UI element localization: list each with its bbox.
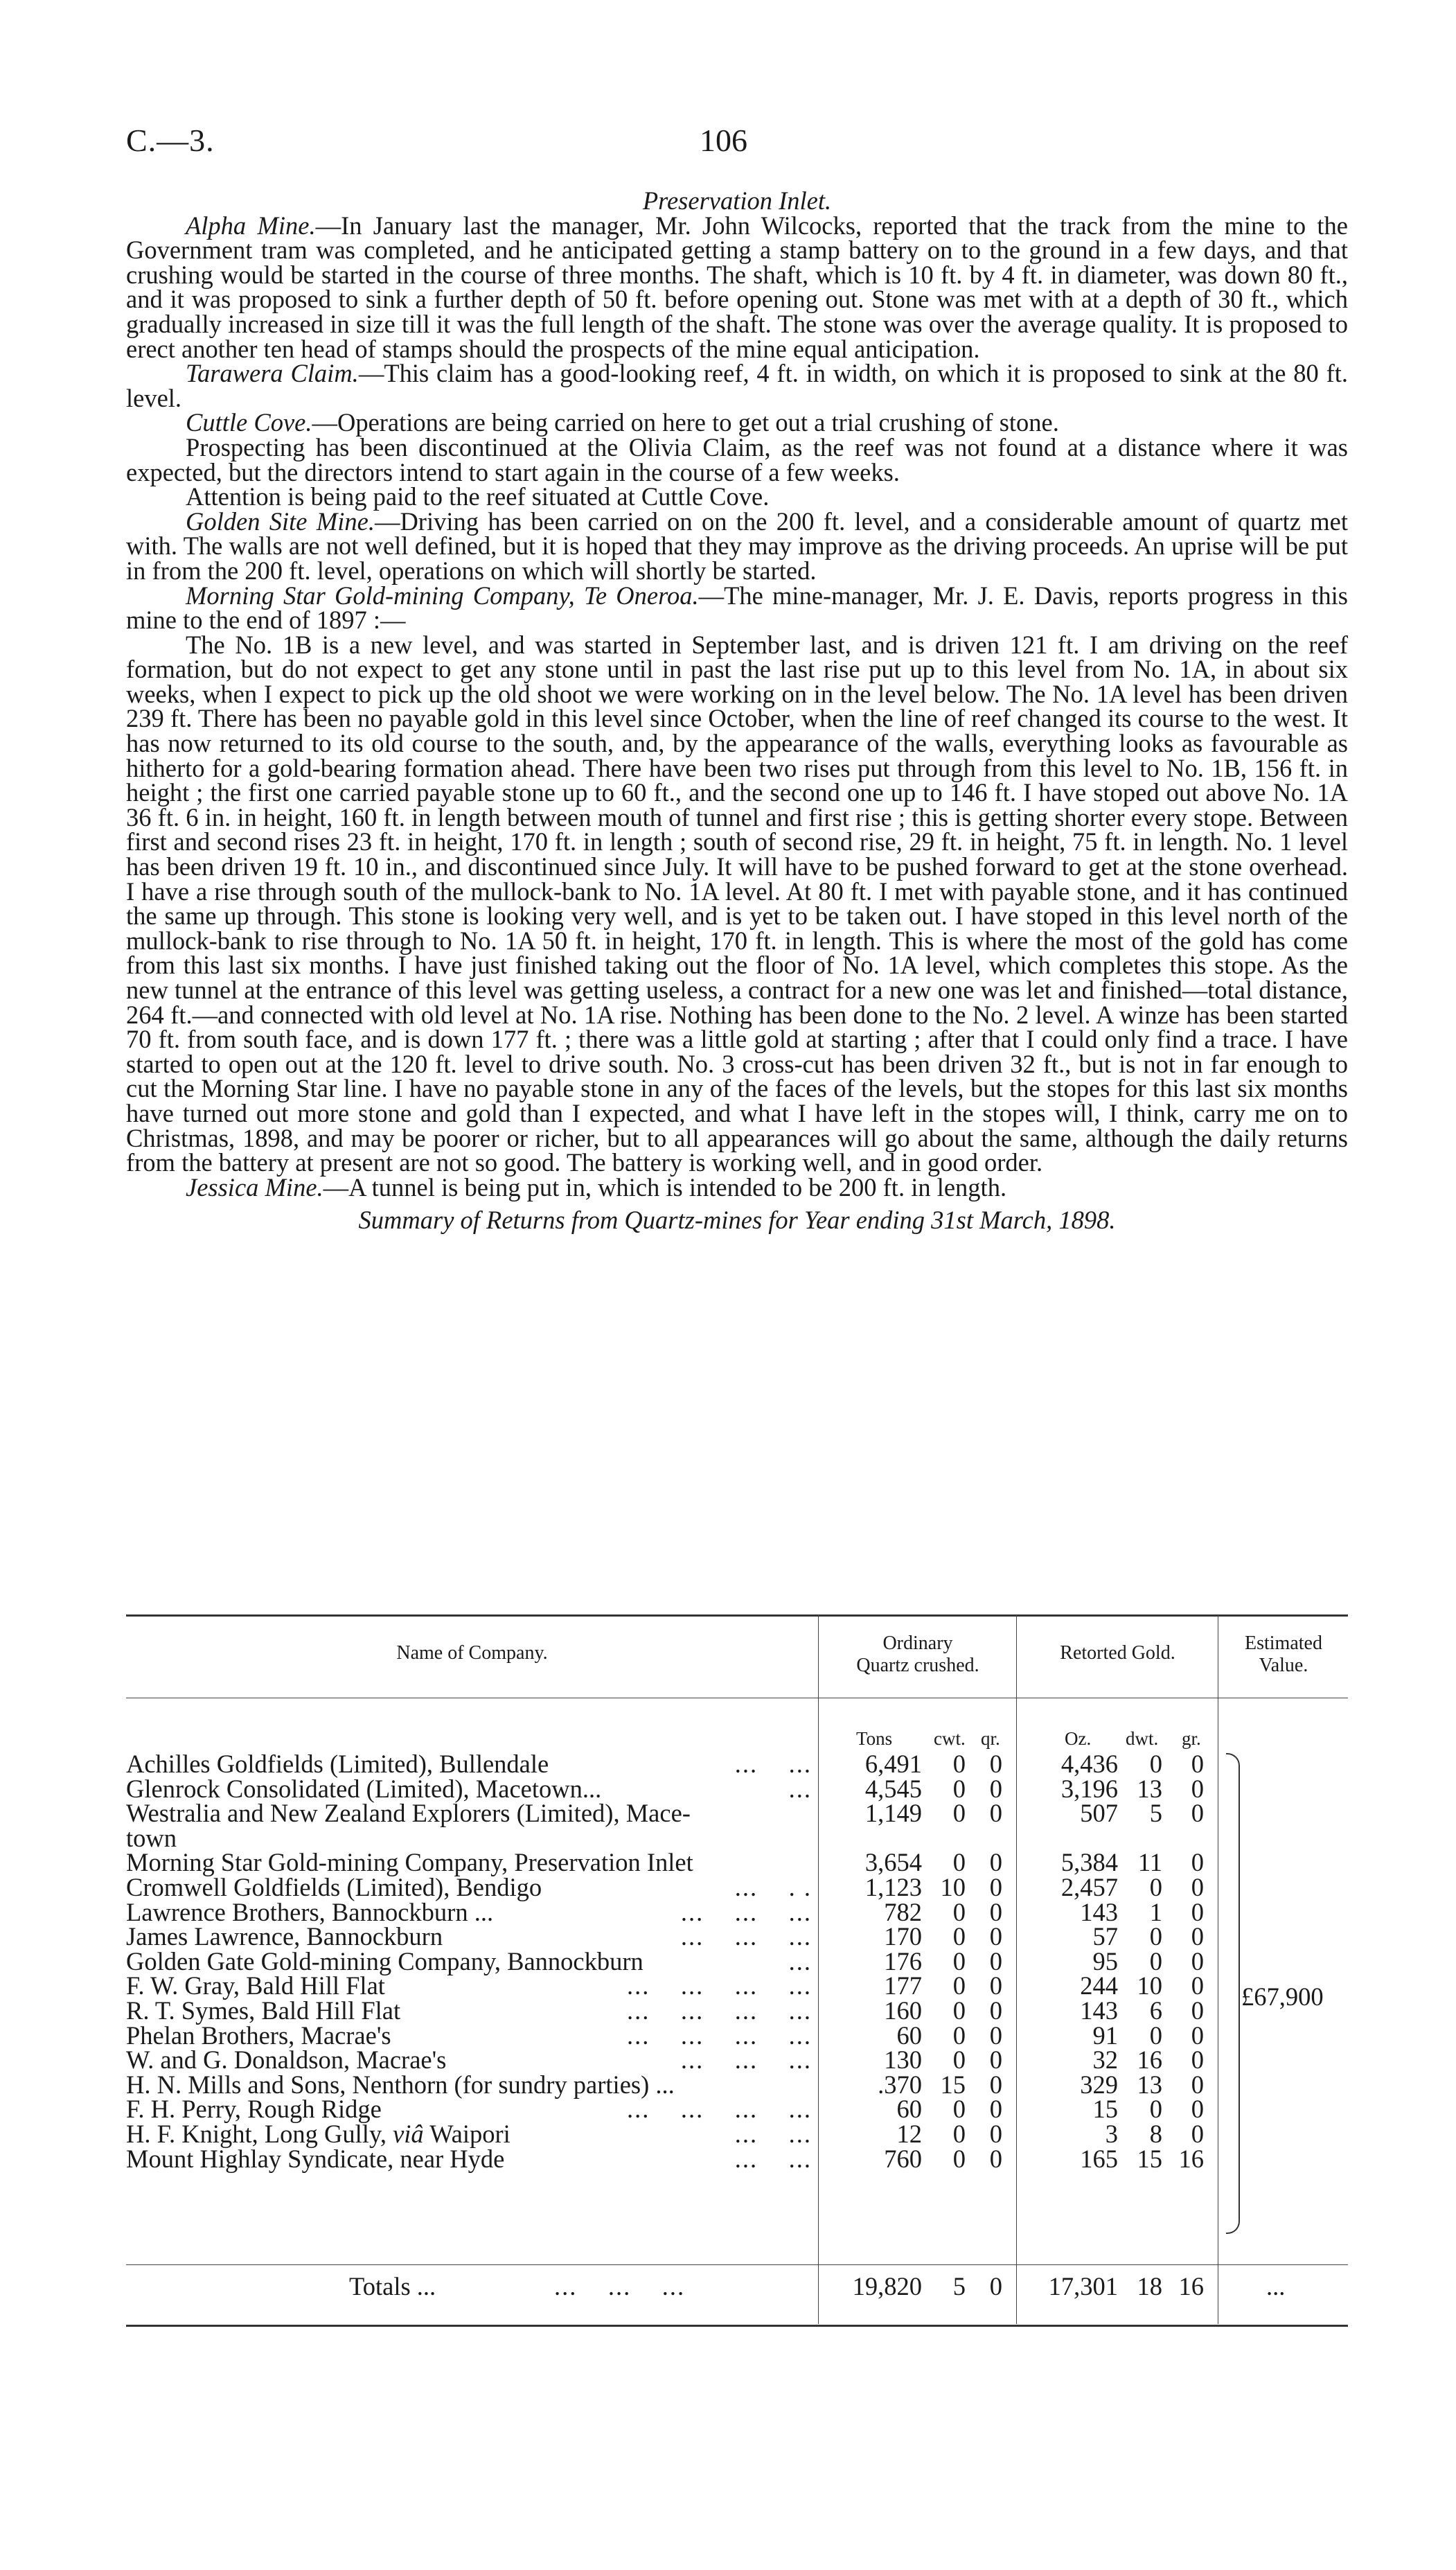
leader-dots: ... ...	[734, 2144, 812, 2173]
company-name-via: viâ	[393, 2120, 424, 2148]
totals-tons: 19,820	[852, 2272, 922, 2300]
totals-top-rule	[126, 2264, 1348, 2265]
cell-qr: 0	[989, 1996, 1002, 2025]
paragraph-tarawera	[126, 361, 1348, 410]
cell-dwt: 16	[1137, 2045, 1162, 2075]
cell-qr: 0	[989, 2095, 1002, 2124]
company-name: Phelan Brothers, Macrae's	[126, 2021, 391, 2050]
table-row	[126, 1823, 1348, 1852]
cell-dwt: 13	[1137, 2070, 1162, 2099]
table-row	[126, 2144, 1348, 2173]
company-name: Golden Gate Gold-mining Company, Bannockburn	[126, 1946, 643, 1975]
totals-label: Totals ...	[349, 2272, 436, 2300]
cell-cwt: 15	[940, 2070, 966, 2099]
cell-tons: 782	[884, 1897, 922, 1926]
cell-tons: 760	[884, 2144, 922, 2173]
cell-oz: 244	[1080, 1971, 1118, 2000]
cell-qr: 0	[989, 1873, 1002, 1901]
cell-cwt: 0	[952, 1848, 966, 1877]
totals-oz: 17,301	[1048, 2272, 1118, 2300]
paragraph-golden-site	[126, 509, 1348, 583]
table-caption: Summary of Returns from Quartz-mines for Year ending 31st March, 1898.	[358, 1206, 1116, 1235]
value-brace	[1226, 1753, 1240, 2234]
company-name: Glenrock Consolidated (Limited), Macetown...	[126, 1774, 602, 1803]
cell-qr: 0	[989, 1774, 1002, 1803]
cell-dwt: 11	[1137, 1848, 1162, 1877]
cell-cwt: 0	[952, 1774, 966, 1803]
cell-tons: 6,491	[864, 1750, 922, 1778]
cell-gr: 0	[1191, 1971, 1204, 2000]
cell-gr: 0	[1191, 1750, 1204, 1778]
table-row	[126, 1850, 1348, 1875]
cell-cwt: 0	[952, 2021, 966, 2050]
leader-dots: ... ... ...	[680, 1897, 812, 1926]
header-name-of-company: Name of Company.	[396, 1642, 548, 1664]
cell-tons: 60	[896, 2095, 922, 2124]
cell-qr: 0	[989, 1971, 1002, 2000]
cell-dwt: 0	[1149, 1946, 1162, 1975]
cell-qr: 0	[989, 1799, 1002, 1828]
table-row	[126, 1752, 1348, 1777]
cell-dwt: 0	[1149, 2095, 1162, 2124]
cell-gr: 0	[1191, 1848, 1204, 1877]
table-row	[126, 1946, 1348, 1975]
leader-dots: ... ... ... ...	[627, 1996, 812, 2025]
cell-cwt: 0	[952, 1799, 966, 1828]
cell-qr: 0	[989, 1946, 1002, 1975]
unit-tons: Tons	[856, 1728, 893, 1749]
company-name	[126, 2122, 511, 2147]
table-row	[126, 1801, 1348, 1826]
cell-cwt: 0	[952, 1971, 966, 2000]
estimated-value: £67,900	[1241, 1982, 1324, 2011]
cell-qr: 0	[989, 2021, 1002, 2050]
cell-cwt: 0	[952, 2120, 966, 2148]
paragraph-jessica	[126, 1172, 1348, 1202]
header-value-line1: Estimated	[1245, 1632, 1322, 1654]
cell-tons: 3,654	[864, 1848, 922, 1877]
text-alpha: —In January last the manager, Mr. John Wilcocks, reported that the track from the mine to the Government tram was completed, and he anticipated getting a stamp battery on to the ground in a few days, and that crushing would be started in the course of three months. The shaft, which is 10 ft. by 4 ft. in diameter, was down 80 ft., and it was proposed to sink a further depth of 50 ft. before opening out. Stone was met with at a depth of 30 ft., which gradually increased in size till it was the full length of the shaft. The stone was over the average quality. It is proposed to erect another ten head of stamps should the prospects of the mine equal anticipation.	[126, 211, 1348, 363]
paragraph-olivia: Prospecting has been discontinued at the Olivia Claim, as the reef was not found at a distance where it was expected, but the directors intend to start again in the course of a few weeks.	[126, 432, 1348, 486]
cell-gr: 0	[1191, 1946, 1204, 1975]
cell-gr: 0	[1191, 2021, 1204, 2050]
table-bottom-rule	[126, 2325, 1348, 2327]
cell-oz: 165	[1080, 2144, 1118, 2173]
cell-cwt: 0	[952, 1946, 966, 1975]
body-text	[126, 188, 1348, 1233]
table-row	[126, 1774, 1348, 1803]
header-value-line2: Value.	[1259, 1655, 1308, 1676]
cell-tons: 4,545	[864, 1774, 922, 1803]
paragraph-attention: Attention is being paid to the reef situated at Cuttle Cove.	[186, 482, 770, 511]
leader-dots: ...	[788, 1774, 812, 1803]
cell-cwt: 0	[952, 1897, 966, 1926]
cell-tons: 1,123	[864, 1873, 922, 1901]
leader-dots: ... ... ...	[680, 2045, 812, 2075]
company-name: Lawrence Brothers, Bannockburn ...	[126, 1897, 494, 1926]
table-row	[126, 2122, 1348, 2147]
cell-dwt: 8	[1149, 2120, 1162, 2148]
cell-qr: 0	[989, 2070, 1002, 2099]
leader-dots: ... . .	[734, 1873, 812, 1901]
cell-gr: 0	[1191, 2045, 1204, 2075]
company-name: H. N. Mills and Sons, Nenthorn (for sundry parties) ...	[126, 2070, 675, 2099]
lead-cuttle: Cuttle Cove.	[186, 408, 312, 437]
cell-oz: 3,196	[1060, 1774, 1118, 1803]
cell-qr: 0	[989, 1897, 1002, 1926]
company-name: Westralia and New Zealand Explorers (Limited), Mace-	[126, 1799, 691, 1828]
cell-cwt: 0	[952, 1750, 966, 1778]
lead-jessica: Jessica Mine.	[186, 1172, 323, 1202]
leader-dots: ... ... ... ...	[627, 1971, 812, 2000]
leader-dots: ...	[788, 1946, 812, 1975]
paragraph-manager-report: The No. 1B is a new level, and was started in September last, and is driven 121 ft. I am driving on the reef formation, but do not expect to get any stone until in past the last rise put up to this level from No. 1A, in about six weeks, when I expect to pick up the old shoot we were working on in the level below. The No. 1A level has been driven 239 ft. There has been no payable gold in this level since October, when the line of reef changed its course to the west. It has now returned to its old course to the south, and, by the appearance of the walls, everything looks as favourable as hitherto for a gold-bearing formation ahead. There have been two rises put through from this level to No. 1B, 156 ft. in height ; the first one carried payable stone up to 60 ft., and the second one up to 146 ft. I have stoped out above No. 1A 36 ft. 6 in. in height, 160 ft. in length between mouth of tunnel and first rise ; this is getting shorter every stope. Between first and second rises 23 ft. in height, 170 ft. in length ; south of second rise, 29 ft. in height, 75 ft. in length. No. 1 level has been driven 19 ft. 10 in., and discontinued since July. It will have to be pushed forward to get at the stone overhead. I have a rise through south of the mullock-bank to No. 1A level. At 80 ft. I met with payable stone, and it has continued the same up through. This stone is looking very well, and is yet to be taken out. I have stoped in this level north of the mullock-bank to rise through to No. 1A 50 ft. in height, 170 ft. in length. This is where the most of the gold has come from this last six months. I have just finished taking out the floor of No. 1A level, which completes this stope. As the new tunnel at the entrance of this level was getting useless, a contract for a new one was let and finished—total distance, 264 ft.—and connected with old level at No. 1A rise. Nothing has been done to the No. 2 level. A winze has been started 70 ft. from south face, and is down 177 ft. ; there was a little gold at starting ; after that I could only find a trace. I have started to open out at the 120 ft. level to drive south. No. 3 cross-cut has been driven 32 ft., but is not in far enough to cut the Morning Star line. I have no payable stone in any of the faces of the levels, but the stopes for this last six months have turned out more stone and gold than I expected, and what I have left in the stopes will, I think, carry me on to Christmas, 1898, and may be poorer or richer, but to all appearances will go about the same, although the daily returns from the battery at present are not so good. The battery is working well, and in good order.	[126, 630, 1348, 1177]
paragraph-morning-star	[126, 583, 1348, 633]
paragraph-alpha-mine	[126, 213, 1348, 362]
cell-dwt: 15	[1137, 2144, 1162, 2173]
cell-dwt: 0	[1149, 1922, 1162, 1951]
company-name: Mount Highlay Syndicate, near Hyde	[126, 2144, 505, 2173]
cell-tons: 1,149	[864, 1799, 922, 1828]
cell-tons: 176	[884, 1946, 922, 1975]
lead-morning-star: Morning Star Gold-mining Company, Te Oneroa.	[186, 581, 699, 610]
cell-oz: 143	[1080, 1897, 1118, 1926]
cell-dwt: 5	[1149, 1799, 1162, 1828]
cell-gr: 0	[1191, 1922, 1204, 1951]
cell-cwt: 0	[952, 1922, 966, 1951]
cell-cwt: 0	[952, 2095, 966, 2124]
cell-oz: 95	[1092, 1946, 1118, 1975]
cell-gr: 0	[1191, 2095, 1204, 2124]
cell-oz: 32	[1092, 2045, 1118, 2075]
cell-tons: 130	[884, 2045, 922, 2075]
company-name: Achilles Goldfields (Limited), Bullendale	[126, 1750, 549, 1778]
totals-qr: 0	[989, 2272, 1002, 2300]
text-jessica: —A tunnel is being put in, which is intended to be 200 ft. in length.	[323, 1172, 1007, 1202]
cell-dwt: 6	[1149, 1996, 1162, 2025]
cell-qr: 0	[989, 1848, 1002, 1877]
company-name: James Lawrence, Bannockburn	[126, 1922, 443, 1951]
cell-dwt: 1	[1149, 1897, 1162, 1926]
cell-gr: 0	[1191, 1873, 1204, 1901]
cell-oz: 4,436	[1060, 1750, 1118, 1778]
text-morning-star: —The mine-manager, Mr. J. E. Davis, reports progress in this mine to the end of 1897 :—	[126, 581, 1348, 635]
cell-oz: 15	[1092, 2095, 1118, 2124]
text-tarawera: —This claim has a good-looking reef, 4 ft. in width, on which it is proposed to sink at the 80 ft. level.	[126, 359, 1348, 412]
table-row	[126, 2072, 1348, 2097]
paragraph-cuttle-cove	[126, 410, 1348, 435]
cell-oz: 5,384	[1060, 1848, 1118, 1877]
cell-qr: 0	[989, 1750, 1002, 1778]
cell-gr: 0	[1191, 2120, 1204, 2148]
unit-gr: gr.	[1182, 1728, 1201, 1749]
company-name: F. W. Gray, Bald Hill Flat	[126, 1971, 385, 2000]
cell-tons: 177	[884, 1971, 922, 2000]
cell-cwt: 0	[952, 1996, 966, 2025]
text-golden-site: —Driving has been carried on on the 200 ft. level, and a considerable amount of quartz met with. The walls are not well defined, but it is hoped that they may improve as the driving proceeds. An uprise will be put in from the 200 ft. level, operations on which will shortly be started.	[126, 507, 1348, 585]
table-row	[126, 1973, 1348, 1998]
cell-tons: .370	[878, 2070, 922, 2099]
cell-gr: 16	[1178, 2144, 1204, 2173]
company-name: Cromwell Goldfields (Limited), Bendigo	[126, 1873, 542, 1901]
table-row	[126, 1875, 1348, 1900]
table-top-rule	[126, 1614, 1348, 1617]
totals-gr: 16	[1178, 2272, 1204, 2300]
table-row	[126, 1998, 1348, 2023]
unit-cwt: cwt.	[934, 1728, 966, 1749]
cell-gr: 0	[1191, 1799, 1204, 1828]
cell-gr: 0	[1191, 1996, 1204, 2025]
table-row	[126, 2023, 1348, 2048]
cell-tons: 12	[896, 2120, 922, 2148]
page-number: 106	[700, 123, 747, 158]
cell-qr: 0	[989, 1922, 1002, 1951]
cell-qr: 0	[989, 2045, 1002, 2075]
cell-dwt: 0	[1149, 1873, 1162, 1901]
table-row	[126, 1897, 1348, 1926]
cell-dwt: 13	[1137, 1774, 1162, 1803]
company-name-part: Waipori	[423, 2120, 511, 2148]
cell-oz: 2,457	[1060, 1873, 1118, 1901]
cell-oz: 57	[1092, 1922, 1118, 1951]
cell-cwt: 10	[940, 1873, 966, 1901]
totals-dots: ... ... ...	[554, 2272, 686, 2300]
leader-dots: ... ... ... ...	[627, 2021, 812, 2050]
leader-dots: ... ... ... ...	[627, 2095, 812, 2124]
cell-tons: 60	[896, 2021, 922, 2050]
company-name: R. T. Symes, Bald Hill Flat	[126, 1996, 401, 2025]
unit-qr: qr.	[981, 1728, 1000, 1749]
cell-tons: 170	[884, 1922, 922, 1951]
table-row	[126, 2045, 1348, 2075]
header-quartz-line2: Quartz crushed.	[856, 1655, 979, 1676]
cell-gr: 0	[1191, 2070, 1204, 2099]
cell-tons: 160	[884, 1996, 922, 2025]
cell-gr: 0	[1191, 1774, 1204, 1803]
cell-dwt: 10	[1137, 1971, 1162, 2000]
section-title: Preservation Inlet.	[642, 186, 832, 215]
lead-alpha: Alpha Mine.	[186, 211, 316, 240]
leader-dots: ... ...	[734, 2120, 812, 2148]
cell-dwt: 0	[1149, 2021, 1162, 2050]
cell-cwt: 0	[952, 2045, 966, 2075]
company-name-part: H. F. Knight, Long Gully,	[126, 2120, 393, 2148]
company-name: Morning Star Gold-mining Company, Preservation Inlet	[126, 1848, 693, 1877]
text-cuttle: —Operations are being carried on here to get out a trial crushing of stone.	[312, 408, 1059, 437]
cell-oz: 143	[1080, 1996, 1118, 2025]
cell-oz: 3	[1105, 2120, 1118, 2148]
company-name: F. H. Perry, Rough Ridge	[126, 2095, 382, 2124]
cell-oz: 329	[1080, 2070, 1118, 2099]
unit-oz: Oz.	[1065, 1728, 1092, 1749]
header-quartz-line1: Ordinary	[882, 1632, 953, 1654]
company-name: W. and G. Donaldson, Macrae's	[126, 2045, 447, 2075]
table-row	[126, 2097, 1348, 2122]
cell-qr: 0	[989, 2144, 1002, 2173]
company-name: town	[126, 1823, 177, 1852]
table-row	[126, 1924, 1348, 1949]
cell-cwt: 0	[952, 2144, 966, 2173]
totals-dwt: 18	[1137, 2272, 1162, 2300]
leader-dots: ... ...	[734, 1750, 812, 1778]
lead-golden-site: Golden Site Mine.	[186, 507, 375, 536]
document-code: C.—3.	[126, 123, 215, 158]
totals-cwt: 5	[952, 2272, 966, 2300]
units-row	[0, 1728, 1456, 1752]
cell-oz: 91	[1092, 2021, 1118, 2050]
lead-tarawera: Tarawera Claim.	[186, 359, 359, 388]
leader-dots: ... ... ...	[680, 1922, 812, 1951]
header-retorted-gold: Retorted Gold.	[1060, 1642, 1175, 1664]
totals-value: ...	[1266, 2272, 1286, 2300]
unit-dwt: dwt.	[1126, 1728, 1159, 1749]
cell-oz: 507	[1080, 1799, 1118, 1828]
cell-gr: 0	[1191, 1897, 1204, 1926]
cell-qr: 0	[989, 2120, 1002, 2148]
cell-dwt: 0	[1149, 1750, 1162, 1778]
